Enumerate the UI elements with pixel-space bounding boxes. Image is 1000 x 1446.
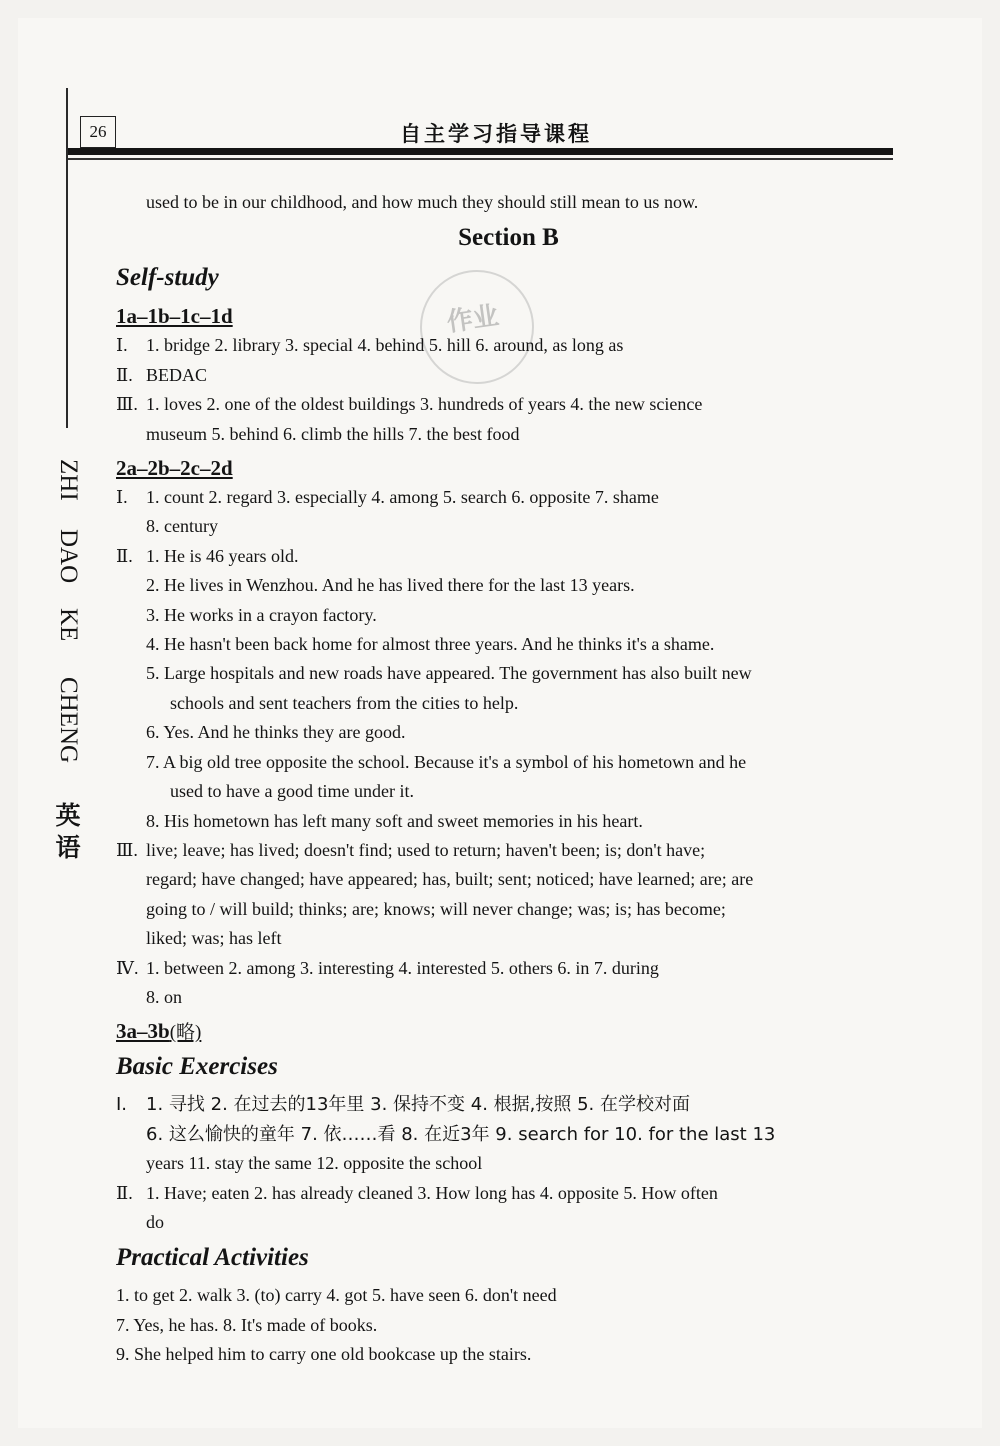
answer-text: 1. bridge 2. library 3. special 4. behind 5. hill 6. around, as long as: [146, 335, 624, 356]
answer-text: 1. Have; eaten 2. has already cleaned 3. How long has 4. opposite 5. How often: [146, 1182, 718, 1203]
margin-rule: [66, 88, 68, 428]
answer-text: 1. loves 2. one of the oldest buildings 3. hundreds of years 4. the new science: [146, 394, 703, 415]
answer-line: [116, 1149, 901, 1178]
answer-line: 9. She helped him to carry one old bookcase up the stairs.: [116, 1344, 532, 1365]
side-subject-2: 语: [55, 833, 81, 862]
roman-label: Ⅰ.: [116, 487, 128, 508]
answer-text: 6. 这么愉快的童年 7. 依……看 8. 在近3年 9. search for 10. for the last 13: [146, 1123, 776, 1145]
side-letters-1: ZHI: [55, 459, 82, 501]
answer-line: [116, 659, 901, 688]
practical-activities-title: Practical Activities: [116, 1244, 309, 1272]
answer-text: 5. Large hospitals and new roads have appeared. The government has also built new: [146, 663, 752, 684]
answer-line: [116, 718, 901, 747]
answer-text: 1. count 2. regard 3. especially 4. among 5. search 6. opposite 7. shame: [146, 487, 659, 508]
roman-label: Ⅱ.: [116, 1182, 133, 1203]
answer-text: live; leave; has lived; doesn't find; used to return; haven't been; is; don't have;: [146, 839, 706, 860]
answer-line: [116, 630, 901, 659]
roman-label: Ⅱ.: [116, 545, 133, 566]
answer-line: [116, 420, 901, 449]
answer-text: 7. A big old tree opposite the school. Because it's a symbol of his hometown and he: [146, 751, 747, 772]
answer-text: museum 5. behind 6. climb the hills 7. the best food: [146, 423, 520, 444]
group-3-label: 3a–3b: [116, 1019, 170, 1044]
answer-line: [116, 777, 901, 806]
group-3-title: [116, 1016, 901, 1048]
answer-line: [116, 1208, 901, 1237]
answer-line: [116, 689, 901, 718]
answer-text: 1. He is 46 years old.: [146, 545, 299, 566]
answer-text: used to have a good time under it.: [170, 781, 414, 802]
answer-line: [116, 542, 901, 571]
answer-text: 1. between 2. among 3. interesting 4. interested 5. others 6. in 7. during: [146, 957, 659, 978]
answer-line: [116, 748, 901, 777]
answer-line: [116, 924, 901, 953]
answer-line: [116, 571, 901, 600]
answer-line: [116, 390, 901, 419]
side-letters-3: KE: [55, 608, 82, 642]
answer-line: [116, 983, 901, 1012]
roman-label: Ⅳ.: [116, 957, 139, 978]
answer-line: [116, 483, 901, 512]
answer-line: [116, 1120, 901, 1149]
answer-text: 8. century: [146, 516, 218, 537]
roman-label: Ⅲ.: [116, 394, 138, 415]
answer-text: 8. His hometown has left many soft and sweet memories in his heart.: [146, 810, 643, 831]
answer-text: schools and sent teachers from the cities to help.: [170, 692, 519, 713]
roman-label: Ⅲ.: [116, 839, 138, 860]
roman-label: [116, 420, 146, 449]
answer-text: do: [146, 1211, 164, 1232]
answer-text: BEDAC: [146, 364, 208, 385]
answer-line: [116, 865, 901, 894]
answer-line: 1. to get 2. walk 3. (to) carry 4. got 5. have seen 6. don't need: [116, 1285, 557, 1306]
page-number: 26: [80, 116, 116, 148]
header-rule: [68, 148, 893, 155]
header-title: 自主学习指导课程: [400, 122, 592, 146]
section-title: Section B: [458, 224, 559, 252]
answer-text: 2. He lives in Wenzhou. And he has lived there for the last 13 years.: [146, 575, 635, 596]
answer-text: going to / will build; thinks; are; knows; will never change; was; is; has become;: [146, 898, 726, 919]
answer-text: 1. 寻找 2. 在过去的13年里 3. 保持不变 4. 根据,按照 5. 在学校对面: [146, 1094, 690, 1116]
answer-text: 4. He hasn't been back home for almost three years. And he thinks it's a shame.: [146, 634, 715, 655]
answer-line: 7. Yes, he has. 8. It's made of books.: [116, 1314, 378, 1335]
answer-line: [116, 361, 901, 390]
roman-label: Ⅰ.: [116, 335, 128, 356]
answer-line: [116, 1179, 901, 1208]
group-3-note: (略): [169, 1022, 202, 1044]
watermark-text: 作业: [445, 301, 501, 338]
answer-text: 8. on: [146, 986, 182, 1007]
answer-line: [116, 331, 901, 360]
answer-text: years 11. stay the same 12. opposite the school: [146, 1153, 483, 1174]
header-rule-thin: [68, 158, 893, 160]
roman-label: Ⅰ.: [116, 1094, 128, 1116]
group-2-title: 2a–2b–2c–2d: [116, 456, 233, 481]
intro-line: used to be in our childhood, and how much they should still mean to us now.: [146, 192, 699, 212]
group-1-title: 1a–1b–1c–1d: [116, 304, 233, 329]
side-subject-1: 英: [55, 801, 81, 830]
side-label: [48, 450, 88, 864]
answer-line: [116, 895, 901, 924]
answer-content: [116, 188, 901, 1370]
answer-line: [116, 807, 901, 836]
answer-line: [116, 954, 901, 983]
answer-text: liked; was; has left: [146, 928, 282, 949]
answer-line: [116, 1090, 901, 1119]
answer-line: [116, 512, 901, 541]
side-letters-4: CHENG: [55, 676, 82, 764]
side-letters-2: DAO: [55, 528, 82, 584]
basic-exercises-title: Basic Exercises: [116, 1053, 278, 1081]
answer-text: 6. Yes. And he thinks they are good.: [146, 722, 406, 743]
answer-text: regard; have changed; have appeared; has, built; sent; noticed; have learned; are; are: [146, 869, 754, 890]
answer-line: [116, 836, 901, 865]
roman-label: Ⅱ.: [116, 364, 133, 385]
answer-line: [116, 601, 901, 630]
self-study-title: Self-study: [116, 264, 219, 292]
answer-text: 3. He works in a crayon factory.: [146, 604, 377, 625]
